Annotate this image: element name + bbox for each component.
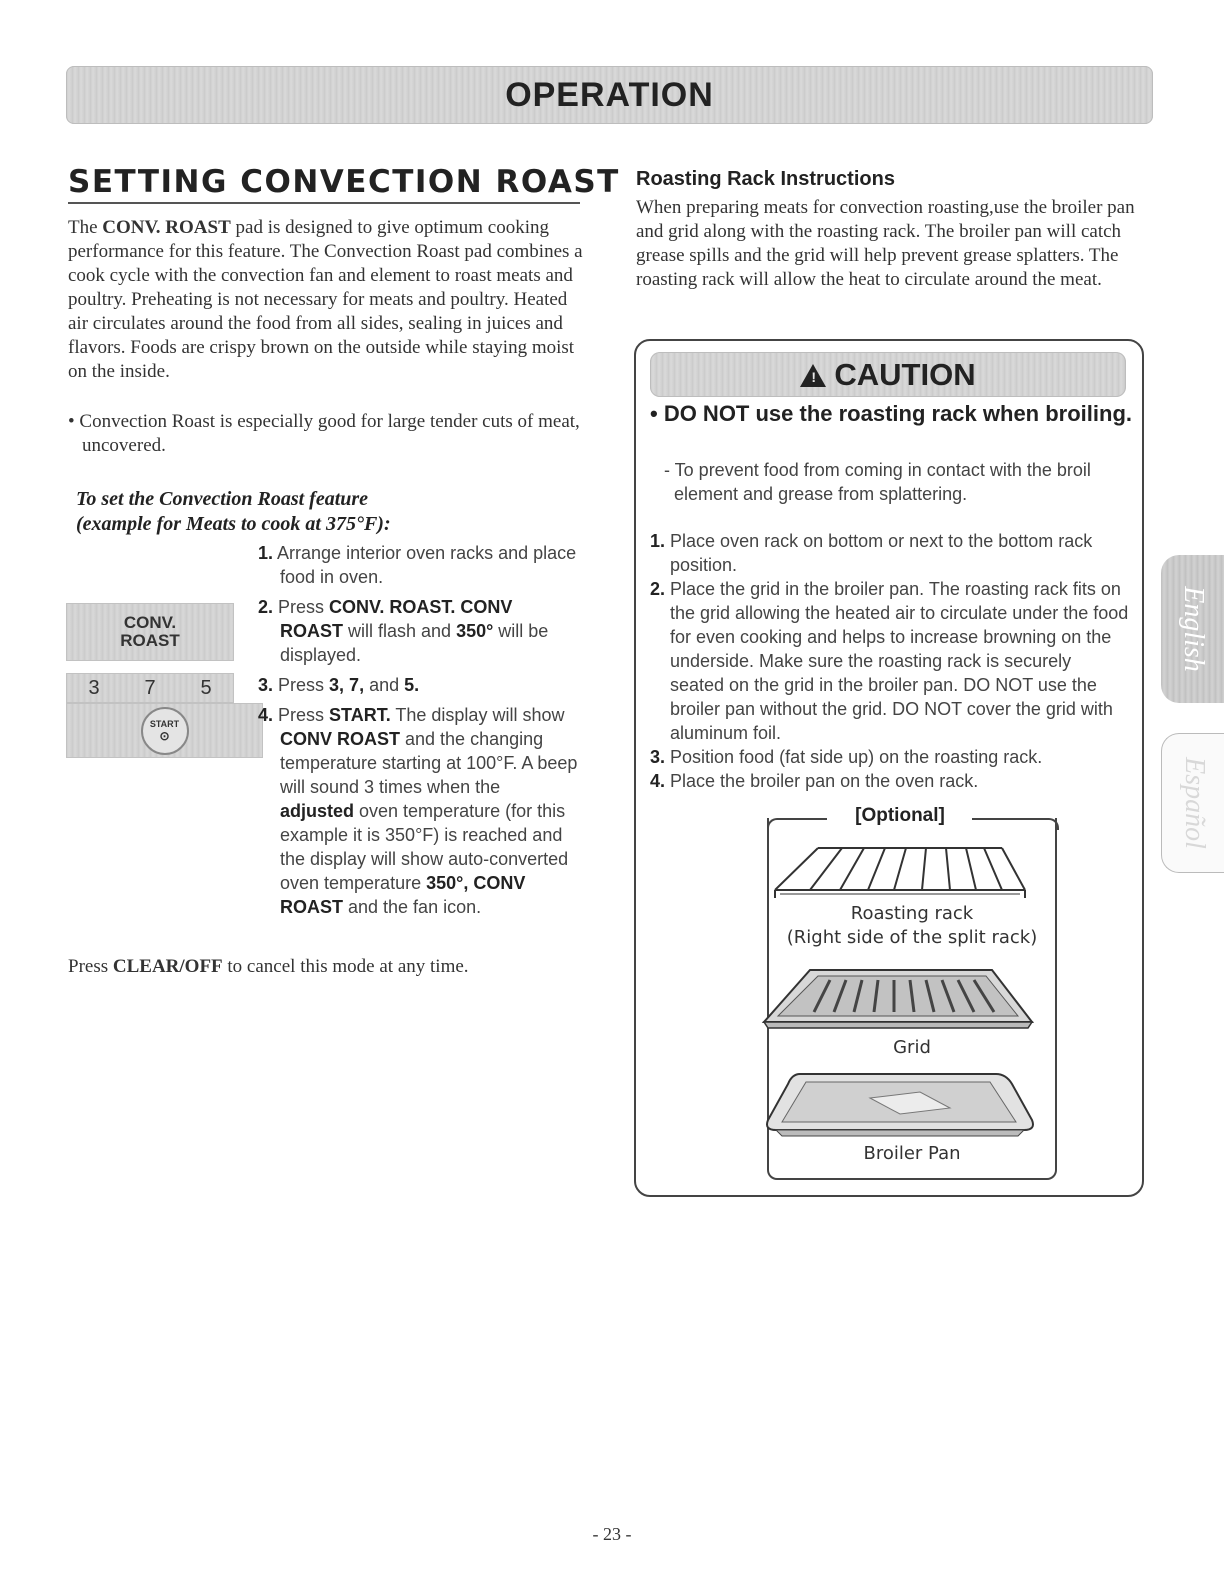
number-keypad [66,673,234,703]
caution-reason: - To prevent food from coming in contact with the broil element and grease from splattering. [664,460,1091,504]
step-item: 4. Press START. The display will show CONV ROAST and the changing temperature starting at 100°F. A beep will sound 3 times when the adjusted oven temperature (for this example it is 350°F) is reached and the display will show auto-converted oven temperature 350°, CONV ROAST and the fan icon. [258,705,578,917]
key-7[interactable]: 7 [144,676,156,699]
caution-warning: • DO NOT use the roasting rack when broiling. [650,401,1132,426]
banner-title: OPERATION [505,75,714,114]
caution-header: ! CAUTION [650,352,1126,397]
step-item: 3. Position food (fat side up) on the roasting rack. [650,747,1043,767]
grid-caption: Grid [893,1037,931,1058]
warning-icon: ! [800,364,826,387]
rack-caption-detail: (Right side of the split rack) [786,927,1038,948]
step-item: 2. Press CONV. ROAST. CONV ROAST will flash and 350° will be displayed. [258,597,549,665]
tab-espanol[interactable]: Español [1161,733,1224,873]
key-5[interactable]: 5 [200,676,212,699]
rack-caption: Roasting rack [850,903,974,924]
optional-label: [Optional] [855,805,945,826]
step-item: 4. Place the broiler pan on the oven rack. [650,771,979,791]
intro-paragraph: The CONV. ROAST pad is designed to give optimum cooking performance for this feature. The Convection Roast pad combines a cook cycle with the convection fan and element to roast meats and poultry. Preheating is not necessary for meats and poultry. Heated air circulates around the food from all sides, sealing in juices and flavors. Foods are crispy brown on the outside while staying moist on the inside. [68,217,583,382]
section-banner [66,66,1153,124]
step-item: 1. Place oven rack on bottom or next to the bottom rack position. [650,531,1093,575]
roasting-rack-heading: Roasting Rack Instructions [636,168,895,190]
subheading: To set the Convection Roast feature (example for Meats to cook at 375°F): [76,488,391,535]
clear-note: Press CLEAR/OFF to cancel this mode at any time. [68,956,469,977]
caution-steps [650,529,1130,793]
step-item: 2. Place the grid in the broiler pan. The roasting rack fits on the grid allowing the heated air to circulate under the food for even cooking and helps to increase browning on the underside. Make sure the roasting rack is securely seated on the grid in the broiler pan. DO NOT use the broiler pan without the grid. DO NOT cover the grid with aluminum foil. [650,579,1129,743]
lock-icon: ⊙ [159,728,170,743]
instruction-steps [258,541,578,925]
key-3[interactable]: 3 [88,676,100,699]
grid-illustration [760,966,1040,1032]
step-item: 1. Arrange interior oven racks and place food in oven. [258,543,577,587]
page-number: - 23 - [592,1524,632,1544]
start-button[interactable]: START ⊙ [141,707,189,755]
conv-roast-pad[interactable]: CONV. ROAST [66,603,234,661]
tab-english[interactable]: English [1161,555,1224,703]
roasting-rack-paragraph: When preparing meats for convection roasting,use the broiler pan and grid along with the roasting rack. The broiler pan will catch grease spills and the grid will help prevent grease splatters. The roasting rack will allow the heat to circulate around the meat. [636,197,1135,290]
broiler-pan-caption: Broiler Pan [863,1143,961,1164]
roasting-rack-illustration [770,840,1060,910]
bullet-note: • Convection Roast is especially good for large tender cuts of meat, uncovered. [68,411,580,456]
broiler-pan-illustration [760,1068,1040,1140]
start-pad [66,703,263,758]
step-item: 3. Press 3, 7, and 5. [258,675,420,695]
page-title: SETTING CONVECTION ROAST [68,164,580,204]
